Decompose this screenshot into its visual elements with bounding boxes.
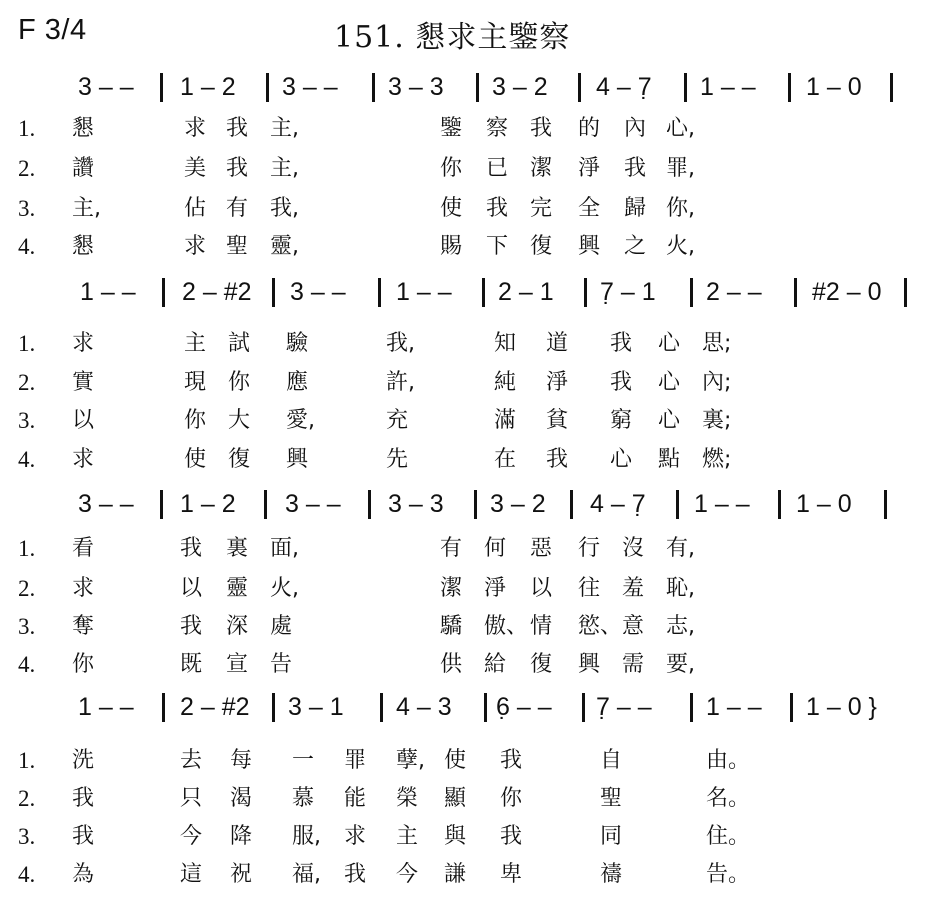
lyric-syllable: 這 (180, 862, 203, 887)
verse-number: 3. (18, 408, 36, 433)
lyric-syllable: 求 (72, 331, 95, 356)
lyric-syllable: 內; (702, 370, 732, 395)
lyric-syllable: 使 (184, 447, 207, 472)
lyric-syllable: 我 (226, 116, 249, 141)
verse-number: 4. (18, 234, 36, 259)
lyric-syllable: 心 (658, 408, 681, 433)
lyric-syllable: 渴 (230, 786, 253, 811)
lyric-syllable: 讚 (72, 156, 95, 181)
lyric-syllable: 愛, (286, 408, 315, 433)
bar-line (788, 73, 791, 102)
lyric-syllable: 供 (440, 652, 463, 677)
lyric-syllable: 心 (658, 370, 681, 395)
lyric-syllable: 完 (530, 196, 553, 221)
lyric-syllable: 去 (180, 748, 203, 773)
lyric-syllable: 福, (292, 862, 321, 887)
lyric-line (0, 856, 935, 894)
lyric-syllable: 以 (530, 576, 553, 601)
lyric-syllable: 火, (270, 576, 299, 601)
lyric-syllable: 罪 (344, 748, 367, 773)
measure: 1 – 0 } (806, 693, 877, 721)
bar-line (484, 693, 487, 722)
lyric-line (0, 325, 935, 363)
lyric-syllable: 內 (624, 116, 647, 141)
bar-line (474, 490, 477, 519)
lyric-line (0, 402, 935, 440)
bar-line (890, 73, 893, 102)
lyric-syllable: 主 (396, 824, 419, 849)
measure: 1 – 0 (806, 73, 862, 101)
lyric-syllable: 點 (658, 447, 681, 472)
lyric-syllable: 我 (72, 824, 95, 849)
lyric-syllable: 奪 (72, 614, 95, 639)
lyric-syllable: 羞 (622, 576, 645, 601)
lyric-syllable: 全 (578, 196, 601, 221)
lyric-syllable: 我 (500, 748, 523, 773)
lyric-syllable: 心, (666, 116, 695, 141)
lyric-syllable: 有 (440, 536, 463, 561)
bar-line (476, 73, 479, 102)
lyric-syllable: 名。 (706, 786, 751, 811)
lyric-syllable: 傲、 (484, 614, 529, 639)
lyric-syllable: 為 (72, 862, 95, 887)
lyric-syllable: 使 (444, 748, 467, 773)
measure: 1 – – (700, 73, 756, 101)
lyric-syllable: 純 (494, 370, 517, 395)
lyric-syllable: 面, (270, 536, 299, 561)
measure: 3 – 3 (388, 73, 444, 101)
lyric-syllable: 求 (344, 824, 367, 849)
lyric-syllable: 你 (184, 408, 207, 433)
bar-line (272, 278, 275, 307)
lyric-line (0, 646, 935, 684)
lyric-syllable: 你 (228, 370, 251, 395)
verse-number: 4. (18, 862, 36, 887)
bar-line (482, 278, 485, 307)
measure: 3 – – (285, 490, 341, 518)
lyric-syllable: 我, (270, 196, 299, 221)
lyric-syllable: 自 (600, 748, 623, 773)
lyric-syllable: 卑 (500, 862, 523, 887)
lyric-syllable: 主, (270, 156, 299, 181)
measure: 3 – 1 (288, 693, 344, 721)
lyric-syllable: 沒 (622, 536, 645, 561)
bar-line (160, 73, 163, 102)
lyric-syllable: 淨 (546, 370, 569, 395)
lyric-line (0, 780, 935, 818)
lyric-syllable: 禱 (600, 862, 623, 887)
lyric-syllable: 興 (286, 447, 309, 472)
lyric-syllable: 意 (622, 614, 645, 639)
lyric-syllable: 今 (180, 824, 203, 849)
lyric-syllable: 主, (72, 196, 101, 221)
bar-line (778, 490, 781, 519)
lyric-syllable: 裏; (702, 408, 732, 433)
lyric-syllable: 復 (530, 234, 553, 259)
lyric-syllable: 聖 (600, 786, 623, 811)
bar-line (794, 278, 797, 307)
notation-line (0, 273, 935, 311)
bar-line (266, 73, 269, 102)
lyric-syllable: 需 (622, 652, 645, 677)
measure: #2 – 0 (812, 278, 882, 306)
measure: 4 – 3 (396, 693, 452, 721)
lyric-syllable: 罪, (666, 156, 695, 181)
lyric-syllable: 之 (624, 234, 647, 259)
key-signature: F 3/4 (18, 14, 87, 46)
lyric-syllable: 求 (72, 576, 95, 601)
measure: 1 – – (694, 490, 750, 518)
lyric-syllable: 我 (610, 331, 633, 356)
notation-line (0, 485, 935, 523)
lyric-syllable: 你 (500, 786, 523, 811)
lyric-syllable: 一 (292, 748, 315, 773)
bar-line (570, 490, 573, 519)
lyric-line (0, 818, 935, 856)
lyric-syllable: 以 (180, 576, 203, 601)
lyric-syllable: 察 (486, 116, 509, 141)
lyric-syllable: 我 (344, 862, 367, 887)
bar-line (690, 278, 693, 307)
bar-line (380, 693, 383, 722)
measure: 1 – 0 (796, 490, 852, 518)
verse-number: 4. (18, 447, 36, 472)
notation-line (0, 68, 935, 106)
lyric-syllable: 滿 (494, 408, 517, 433)
lyric-line (0, 364, 935, 402)
lyric-syllable: 歸 (624, 196, 647, 221)
hymn-title: 151. 懇求主鑒察 (334, 20, 571, 55)
lyric-syllable: 由。 (706, 748, 751, 773)
lyric-syllable: 已 (486, 156, 509, 181)
bar-line (272, 693, 275, 722)
lyric-line (0, 441, 935, 479)
lyric-syllable: 在 (494, 447, 517, 472)
lyric-syllable: 我 (180, 614, 203, 639)
lyric-syllable: 靈, (270, 234, 299, 259)
verse-number: 4. (18, 652, 36, 677)
verse-number: 2. (18, 786, 36, 811)
bar-line (584, 278, 587, 307)
lyric-syllable: 復 (530, 652, 553, 677)
lyric-line (0, 742, 935, 780)
lyric-syllable: 貧 (546, 408, 569, 433)
lyric-syllable: 求 (184, 234, 207, 259)
lyric-syllable: 下 (486, 234, 509, 259)
lyric-syllable: 往 (578, 576, 601, 601)
lyric-line (0, 228, 935, 266)
lyric-syllable: 淨 (578, 156, 601, 181)
lyric-syllable: 實 (72, 370, 95, 395)
lyric-syllable: 降 (230, 824, 253, 849)
measure: 3 – – (78, 73, 134, 101)
lyric-syllable: 告 (270, 652, 293, 677)
lyric-line (0, 530, 935, 568)
measure: 1 – – (396, 278, 452, 306)
lyric-syllable: 要, (666, 652, 695, 677)
verse-number: 2. (18, 370, 36, 395)
verse-number: 1. (18, 116, 36, 141)
lyric-syllable: 復 (228, 447, 251, 472)
measure: 2 – – (706, 278, 762, 306)
lyric-syllable: 你 (440, 156, 463, 181)
lyric-syllable: 鑒 (440, 116, 463, 141)
lyric-syllable: 處 (270, 614, 293, 639)
verse-number: 1. (18, 536, 36, 561)
measure: 2 – #2 (182, 278, 252, 306)
lyric-syllable: 知 (494, 331, 517, 356)
lyric-syllable: 心 (610, 447, 633, 472)
lyric-syllable: 懇 (72, 234, 95, 259)
lyric-syllable: 每 (230, 748, 253, 773)
lyric-syllable: 慾、 (578, 614, 623, 639)
lyric-syllable: 美 (184, 156, 207, 181)
measure: 3 – – (282, 73, 338, 101)
lyric-syllable: 大 (228, 408, 251, 433)
lyric-syllable: 祝 (230, 862, 253, 887)
bar-line (264, 490, 267, 519)
lyric-syllable: 我 (226, 156, 249, 181)
lyric-syllable: 情 (530, 614, 553, 639)
bar-line (378, 278, 381, 307)
bar-line (690, 693, 693, 722)
lyric-syllable: 志, (666, 614, 695, 639)
lyric-syllable: 道 (546, 331, 569, 356)
lyric-syllable: 燃; (702, 447, 732, 472)
lyric-syllable: 驗 (286, 331, 309, 356)
lyric-syllable: 我 (486, 196, 509, 221)
lyric-syllable: 惡 (530, 536, 553, 561)
bar-line (160, 490, 163, 519)
lyric-syllable: 裏 (226, 536, 249, 561)
bar-line (372, 73, 375, 102)
lyric-syllable: 以 (72, 408, 95, 433)
lyric-syllable: 淨 (484, 576, 507, 601)
measure: 2 – #2 (180, 693, 250, 721)
verse-number: 1. (18, 748, 36, 773)
lyric-line (0, 608, 935, 646)
lyric-syllable: 靈 (226, 576, 249, 601)
lyric-syllable: 我 (610, 370, 633, 395)
bar-line (582, 693, 585, 722)
lyric-line (0, 110, 935, 148)
lyric-line (0, 150, 935, 188)
lyric-syllable: 聖 (226, 234, 249, 259)
bar-line (368, 490, 371, 519)
lyric-syllable: 潔 (530, 156, 553, 181)
lyric-syllable: 孽, (396, 748, 425, 773)
bar-line (904, 278, 907, 307)
bar-line (790, 693, 793, 722)
measure: 4 – 7̣ (590, 490, 646, 518)
measure: 4 – 7̣ (596, 73, 652, 101)
lyric-syllable: 何 (484, 536, 507, 561)
lyric-syllable: 洗 (72, 748, 95, 773)
lyric-syllable: 興 (578, 652, 601, 677)
lyric-syllable: 現 (184, 370, 207, 395)
lyric-syllable: 恥, (666, 576, 695, 601)
lyric-syllable: 思; (702, 331, 732, 356)
measure: 1 – 2 (180, 73, 236, 101)
lyric-syllable: 深 (226, 614, 249, 639)
bar-line (676, 490, 679, 519)
measure: 6̣ – – (496, 693, 552, 721)
lyric-syllable: 顯 (444, 786, 467, 811)
lyric-syllable: 慕 (292, 786, 315, 811)
lyric-syllable: 告。 (706, 862, 751, 887)
lyric-syllable: 充 (386, 408, 409, 433)
measure: 7̣ – – (596, 693, 652, 721)
lyric-syllable: 謙 (444, 862, 467, 887)
measure: 1 – – (78, 693, 134, 721)
measure: 2 – 1 (498, 278, 554, 306)
lyric-syllable: 給 (484, 652, 507, 677)
lyric-syllable: 心 (658, 331, 681, 356)
lyric-syllable: 我 (530, 116, 553, 141)
lyric-syllable: 興 (578, 234, 601, 259)
measure: 1 – 2 (180, 490, 236, 518)
lyric-syllable: 我 (72, 786, 95, 811)
lyric-syllable: 我 (180, 536, 203, 561)
measure: 3 – 2 (492, 73, 548, 101)
lyric-syllable: 賜 (440, 234, 463, 259)
lyric-syllable: 驕 (440, 614, 463, 639)
verse-number: 3. (18, 614, 36, 639)
lyric-syllable: 窮 (610, 408, 633, 433)
verse-number: 3. (18, 824, 36, 849)
lyric-syllable: 試 (228, 331, 251, 356)
measure: 1 – – (80, 278, 136, 306)
lyric-syllable: 行 (578, 536, 601, 561)
lyric-syllable: 住。 (706, 824, 751, 849)
verse-number: 2. (18, 576, 36, 601)
lyric-syllable: 能 (344, 786, 367, 811)
lyric-syllable: 有, (666, 536, 695, 561)
bar-line (162, 693, 165, 722)
bar-line (578, 73, 581, 102)
measure: 1 – – (706, 693, 762, 721)
lyric-syllable: 潔 (440, 576, 463, 601)
measure: 7̣ – 1 (600, 278, 656, 306)
lyric-syllable: 的 (578, 116, 601, 141)
notation-line (0, 688, 935, 726)
bar-line (162, 278, 165, 307)
lyric-syllable: 主 (184, 331, 207, 356)
measure: 3 – – (78, 490, 134, 518)
lyric-syllable: 佔 (184, 196, 207, 221)
verse-number: 1. (18, 331, 36, 356)
lyric-syllable: 我, (386, 331, 415, 356)
lyric-syllable: 你 (72, 652, 95, 677)
lyric-syllable: 既 (180, 652, 203, 677)
lyric-syllable: 服, (292, 824, 321, 849)
lyric-syllable: 你, (666, 196, 695, 221)
measure: 3 – 2 (490, 490, 546, 518)
measure: 3 – 3 (388, 490, 444, 518)
lyric-syllable: 火, (666, 234, 695, 259)
lyric-syllable: 求 (184, 116, 207, 141)
lyric-syllable: 應 (286, 370, 309, 395)
lyric-syllable: 我 (546, 447, 569, 472)
lyric-syllable: 我 (624, 156, 647, 181)
lyric-syllable: 求 (72, 447, 95, 472)
lyric-syllable: 主, (270, 116, 299, 141)
lyric-syllable: 只 (180, 786, 203, 811)
lyric-syllable: 我 (500, 824, 523, 849)
lyric-syllable: 懇 (72, 116, 95, 141)
verse-number: 3. (18, 196, 36, 221)
bar-line (884, 490, 887, 519)
lyric-syllable: 今 (396, 862, 419, 887)
lyric-syllable: 有 (226, 196, 249, 221)
lyric-syllable: 許, (386, 370, 415, 395)
lyric-syllable: 榮 (396, 786, 419, 811)
lyric-syllable: 宣 (226, 652, 249, 677)
lyric-line (0, 190, 935, 228)
lyric-syllable: 同 (600, 824, 623, 849)
bar-line (684, 73, 687, 102)
measure: 3 – – (290, 278, 346, 306)
lyric-syllable: 先 (386, 447, 409, 472)
lyric-syllable: 看 (72, 536, 95, 561)
verse-number: 2. (18, 156, 36, 181)
lyric-syllable: 與 (444, 824, 467, 849)
lyric-line (0, 570, 935, 608)
lyric-syllable: 使 (440, 196, 463, 221)
